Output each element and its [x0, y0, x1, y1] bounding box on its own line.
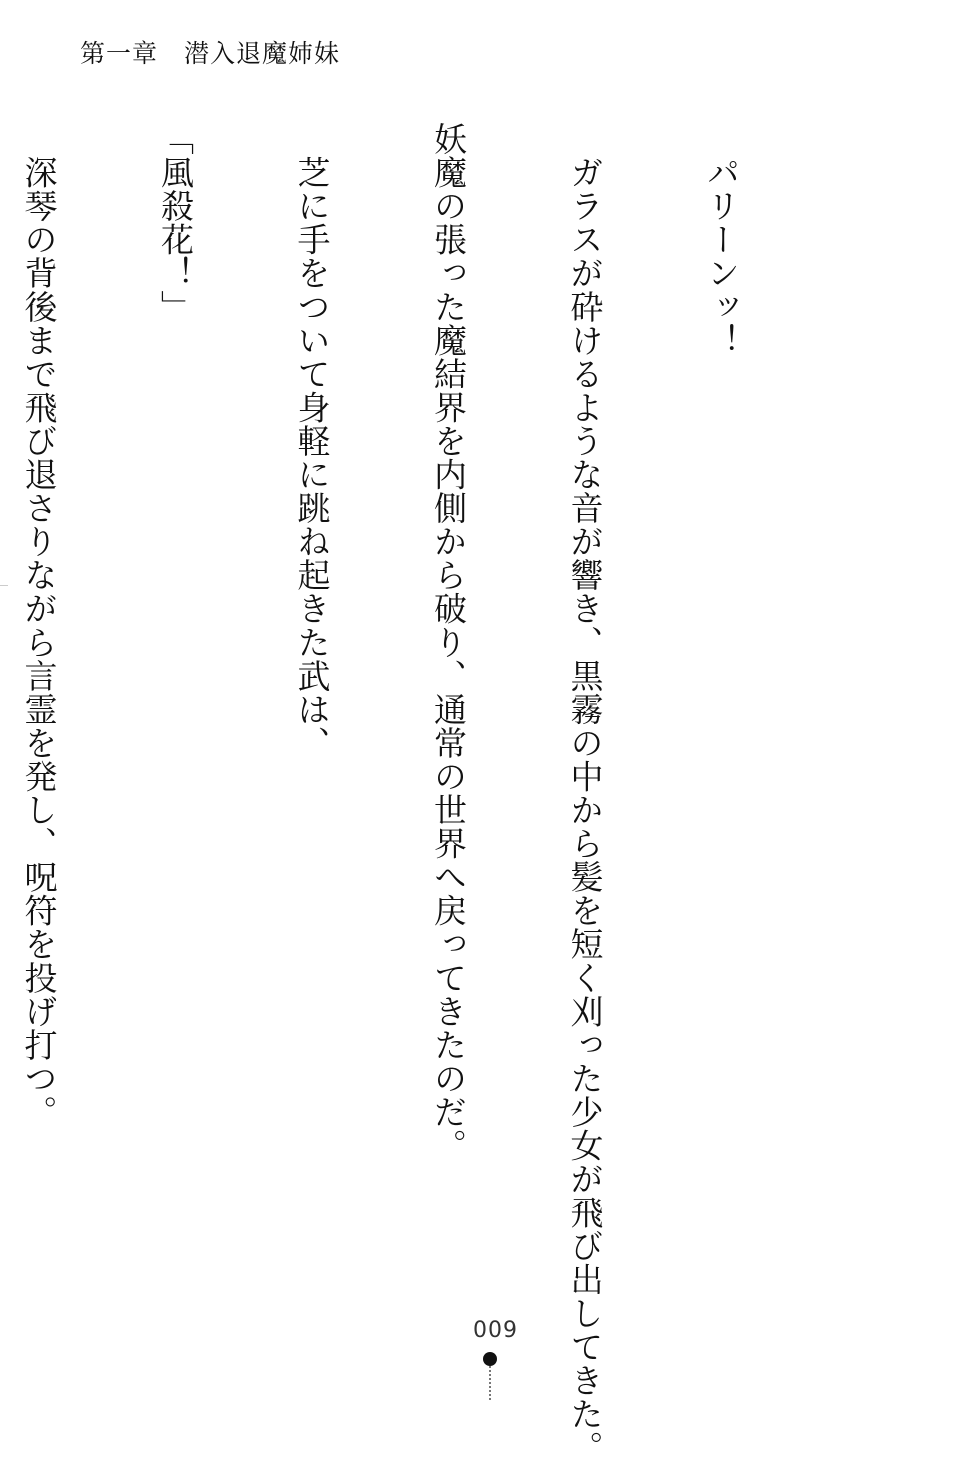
- page-number: 009: [473, 1318, 518, 1343]
- text-line: パリーンッ！: [702, 122, 741, 357]
- page-marker-dot: [483, 1352, 497, 1366]
- margin-mark: [0, 585, 8, 586]
- text-line: 芝に手をついて身軽に跳ね起きた武は、: [292, 122, 332, 760]
- text-line: 妖魔の張った魔結界を内側から破り、通常の世界へ戻ってきたのだ。: [429, 122, 468, 1163]
- chapter-title: 第一章 潜入退魔姉妹: [80, 39, 341, 68]
- dotted-leader-line: [489, 1366, 491, 1400]
- text-line: 深琴の背後まで飛び退さりながら言霊を発し、呪符を投げ打つ。: [19, 122, 59, 1129]
- text-line: 「風殺花！」: [156, 122, 195, 324]
- text-line: ガラスが砕けるような音が響き、黒霧の中から髪を短く刈った少女が飛び出してきた。: [565, 122, 605, 1464]
